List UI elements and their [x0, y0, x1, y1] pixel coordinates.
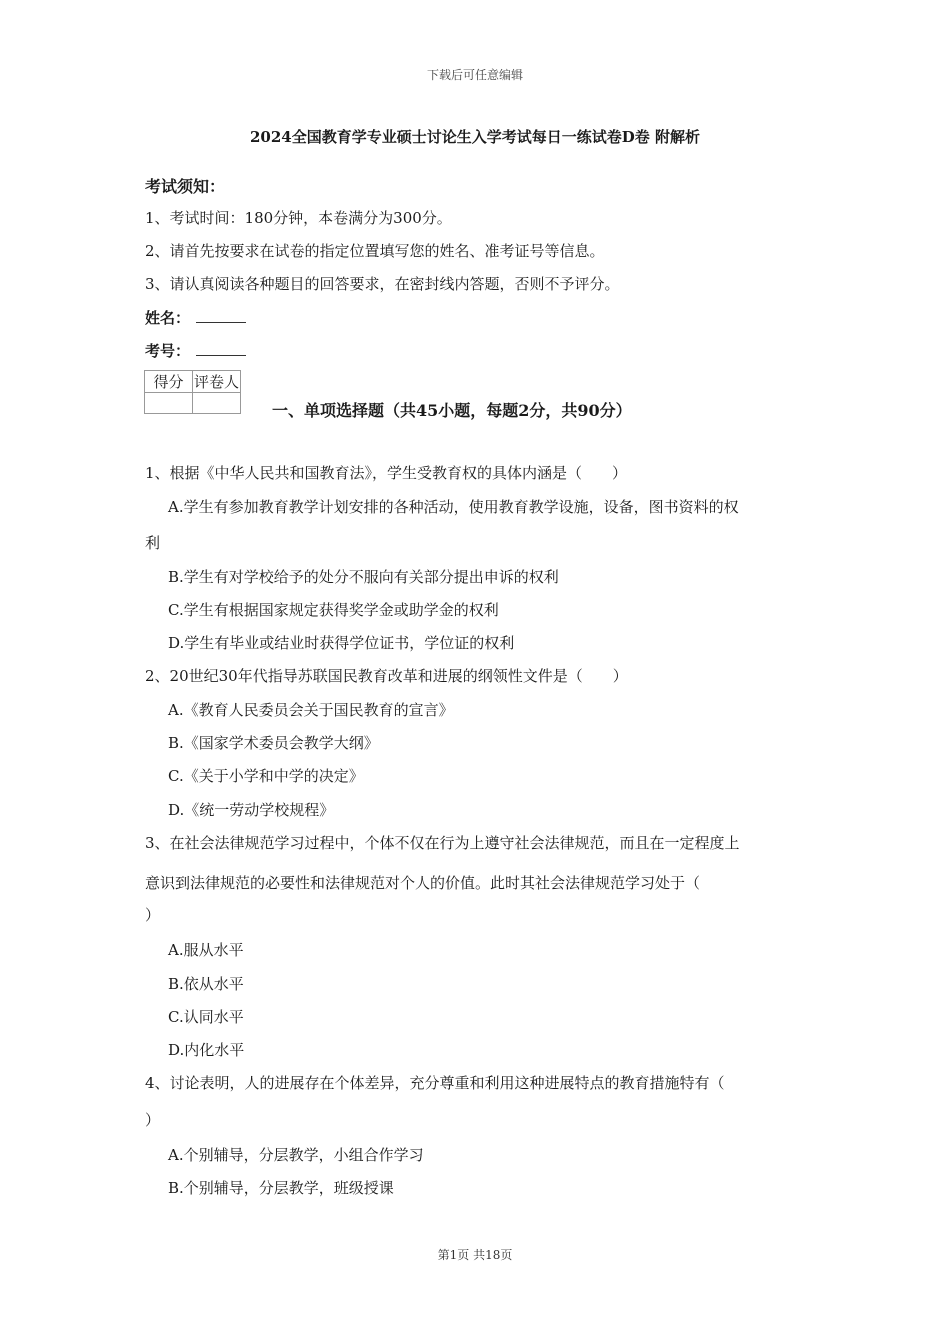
id-blank	[196, 341, 246, 356]
page-footer: 第1页 共18页	[437, 1248, 513, 1262]
question-option: A.学生有参加教育教学计划安排的各种活动，使用教育教学设施，设备，图书资料的权	[168, 498, 739, 516]
notice-item: 3、请认真阅读各种题目的回答要求，在密封线内答题，否则不予评分。	[145, 275, 620, 293]
question-option: C.《关于小学和中学的决定》	[168, 767, 364, 785]
question-option: C.学生有根据国家规定获得奖学金或助学金的权利	[168, 601, 499, 619]
notice-item: 1、考试时间：180分钟，本卷满分为300分。	[145, 209, 452, 227]
question-option: A.《教育人民委员会关于国民教育的宣言》	[168, 701, 454, 719]
question-option: A.个别辅导，分层教学，小组合作学习	[168, 1146, 424, 1164]
id-field	[145, 341, 246, 361]
document-title: 2024全国教育学专业硕士讨论生入学考试每日一练试卷D卷 附解析	[250, 128, 700, 146]
grader-header: 评卷人	[193, 371, 241, 393]
question-stem: ）	[145, 1111, 161, 1129]
score-cell	[145, 393, 193, 414]
score-table	[144, 370, 241, 414]
question-option: B.个别辅导，分层教学，班级授课	[168, 1179, 394, 1197]
name-label: 姓名：	[145, 309, 191, 327]
question-stem: 3、在社会法律规范学习过程中，个体不仅在行为上遵守社会法律规范，而且在一定程度上	[145, 834, 740, 852]
question-stem: 2、20世纪30年代指导苏联国民教育改革和进展的纲领性文件是（ ）	[145, 667, 628, 685]
question-option: B.学生有对学校给予的处分不服向有关部分提出申诉的权利	[168, 568, 559, 586]
question-option: A.服从水平	[168, 941, 244, 959]
name-field	[145, 308, 246, 328]
question-option-continuation: 利	[145, 534, 161, 552]
notice-item: 2、请首先按要求在试卷的指定位置填写您的姓名、准考证号等信息。	[145, 242, 605, 260]
question-option: C.认同水平	[168, 1008, 244, 1026]
question-option: D.内化水平	[168, 1041, 245, 1059]
grader-cell	[193, 393, 241, 414]
score-header: 得分	[145, 371, 193, 393]
question-stem: 4、讨论表明，人的进展存在个体差异，充分尊重和利用这种进展特点的教育措施特有（	[145, 1074, 725, 1092]
question-option: D.《统一劳动学校规程》	[168, 801, 335, 819]
name-blank	[196, 308, 246, 323]
question-stem: 意识到法律规范的必要性和法律规范对个人的价值。此时其社会法律规范学习处于（	[145, 874, 701, 892]
question-option: B.依从水平	[168, 975, 244, 993]
question-stem: ）	[145, 906, 161, 924]
question-option: D.学生有毕业或结业时获得学位证书，学位证的权利	[168, 634, 515, 652]
section-title: 一、单项选择题（共45小题，每题2分，共90分）	[272, 401, 632, 420]
notice-heading: 考试须知：	[145, 177, 226, 196]
id-label: 考号：	[145, 342, 191, 360]
header-note: 下载后可任意编辑	[426, 68, 523, 82]
question-stem: 1、根据《中华人民共和国教育法》，学生受教育权的具体内涵是（ ）	[145, 464, 628, 482]
question-option: B.《国家学术委员会教学大纲》	[168, 734, 379, 752]
